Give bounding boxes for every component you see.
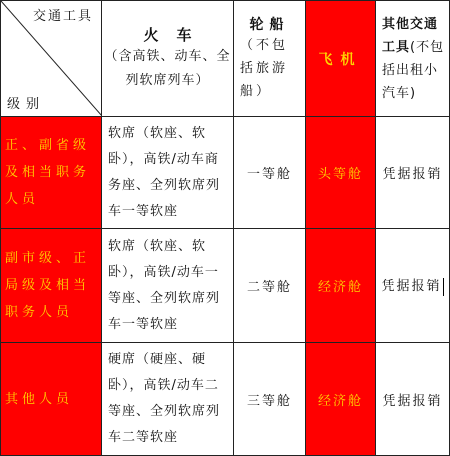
plane-class-cell: 头等舱: [306, 117, 376, 229]
ship-class-cell: 三等舱: [234, 343, 306, 456]
train-note: （含高铁、动车、全列软席列车）: [104, 49, 231, 88]
level-cell: 正、副省级及相当职务人员: [1, 117, 102, 229]
other-note: (不包括出租小汽车): [382, 39, 445, 101]
other-transport-cell: 凭据报销: [376, 117, 450, 229]
header-row: [1, 1, 450, 117]
ship-title: 轮船: [249, 17, 290, 33]
train-seat-cell: 软席（软座、软卧），高铁/动车商务座、全列软席列车一等软座: [102, 117, 234, 229]
other-transport-cell: 凭据报销: [376, 343, 450, 456]
text-cursor: [443, 278, 444, 296]
train-title: 火车: [143, 26, 210, 44]
other-title: 其他交通工具: [382, 16, 439, 55]
level-cell: 其他人员: [1, 343, 102, 456]
ship-class-cell: 二等舱: [234, 229, 306, 343]
other-transport-text: 凭据报销: [381, 279, 442, 295]
level-cell: 副市级、正局级及相当职务人员: [1, 229, 102, 343]
corner-header-cell: [1, 1, 102, 117]
other-header-cell: [376, 1, 450, 117]
table-row: [1, 117, 450, 229]
train-seat-cell: 软席（软座、软卧），高铁/动车一等座、全列软席列车一等软座: [102, 229, 234, 343]
ship-header-cell: [234, 1, 306, 117]
corner-bottom-label: 级别: [7, 97, 46, 112]
ship-class-cell: 一等舱: [234, 117, 306, 229]
train-header-cell: [102, 1, 234, 117]
plane-class-cell: 经济舱: [306, 229, 376, 343]
table-row: [1, 229, 450, 343]
train-seat-cell: 硬席（硬座、硬卧），高铁/动车二等座、全列软席列车二等软座: [102, 343, 234, 456]
other-transport-cell-with-cursor[interactable]: [376, 229, 450, 343]
corner-top-label: 交通工具: [32, 9, 93, 24]
table-row: [1, 343, 450, 456]
ship-note: （不包括旅游船）: [240, 38, 289, 99]
plane-class-cell: 经济舱: [306, 343, 376, 456]
plane-header-cell: [306, 1, 376, 117]
plane-title: 飞机: [318, 51, 363, 68]
